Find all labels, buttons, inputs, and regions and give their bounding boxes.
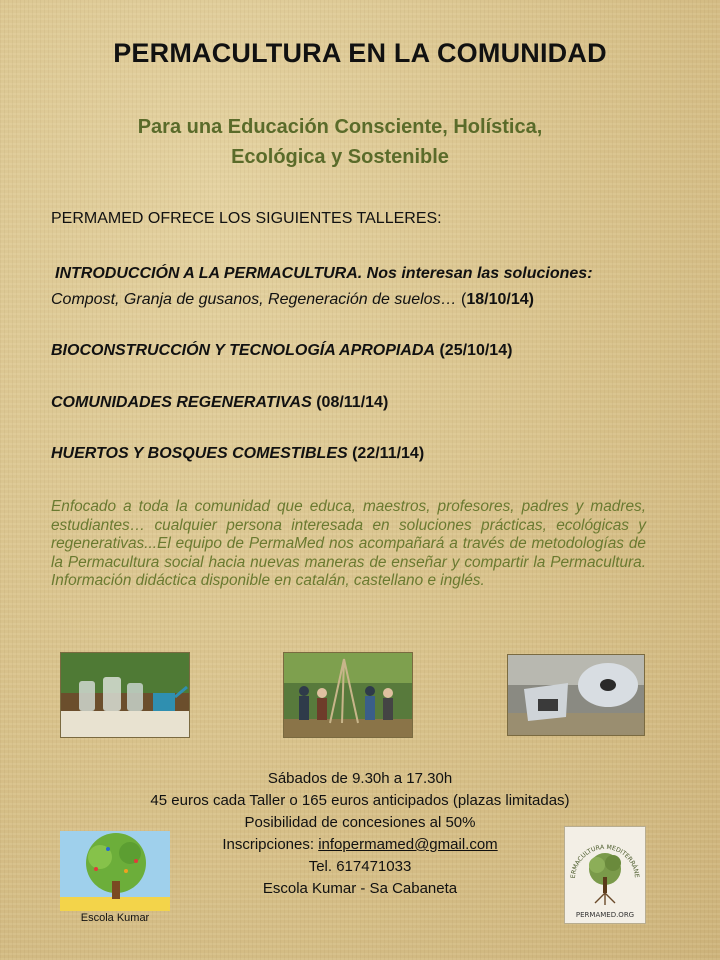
permamed-tree-logo [565, 827, 645, 923]
workshop-4 [51, 443, 671, 465]
permamed-url: PERMAMED.ORG [575, 911, 635, 919]
kumar-tree-logo [60, 831, 170, 911]
photo-garden-bottles [60, 652, 190, 738]
workshop-3-date: (08/11/14) [311, 394, 389, 411]
schedule-phone: Tel. 617471033 [308, 858, 412, 875]
registration-email-link[interactable]: infopermamed@gmail.com [318, 836, 498, 853]
photo-workshop-group-image [284, 653, 412, 737]
escola-kumar-caption: Escola Kumar [80, 912, 150, 924]
workshop-4-title: HUERTOS Y BOSQUES COMESTIBLES [51, 445, 348, 462]
photo-garden-bottles-image [61, 653, 189, 737]
subtitle-line-1: Para una Educación Consciente, Holística, [137, 116, 543, 138]
workshop-1-date: 18/10/14) [466, 291, 534, 308]
intro-text: PERMAMED OFRECE LOS SIGUIENTES TALLERES: [51, 210, 442, 227]
description-paragraph: Enfocado a toda la comunidad que educa, maestros, profesores, padres y madres, estudiantes… cualquier persona interesada en soluciones prácticas, ecológicas y regenerativas...El equipo de PermaMed nos acompañará a través de metodologías de la Permacultura social hacia nuevas maneras de enseñar y compartir la Permacultura. Información didáctica disponible en catalán, castellano e inglés. [51, 498, 646, 590]
permamed-arc-text: ERMACULTURA MEDITERRÁNE [569, 843, 641, 879]
workshop-1-date-prefix: ( [456, 291, 467, 308]
schedule-discount: Posibilidad de concesiones al 50% [244, 814, 476, 831]
workshop-2-date: (25/10/14) [435, 342, 513, 359]
workshop-1-detail: Compost, Granja de gusanos, Regeneración de suelos… [51, 291, 457, 308]
workshop-4-date: (22/11/14) [347, 445, 425, 462]
workshop-2 [51, 340, 671, 362]
workshop-1-detail-line [51, 289, 671, 311]
page-title: PERMACULTURA EN LA COMUNIDAD [113, 38, 607, 68]
subtitle-line-2: Ecológica y Sostenible [231, 146, 449, 168]
workshop-3-title: COMUNIDADES REGENERATIVAS [51, 394, 312, 411]
permamed-logo [564, 826, 646, 924]
photo-solar-cookers-image [508, 655, 644, 735]
photo-workshop-group [283, 652, 413, 738]
page-subtitle [60, 112, 620, 172]
schedule-location: Escola Kumar - Sa Cabaneta [262, 880, 458, 897]
workshop-3 [51, 392, 671, 414]
registration-label: Inscripciones: [222, 836, 319, 853]
schedule-days: Sábados de 9.30h a 17.30h [267, 770, 453, 787]
schedule-price: 45 euros cada Taller o 165 euros anticipados (plazas limitadas) [150, 792, 570, 809]
escola-kumar-logo [60, 831, 170, 911]
workshop-1-title: INTRODUCCIÓN A LA PERMACULTURA. Nos interesan las soluciones: [55, 265, 593, 282]
photo-solar-cookers [507, 654, 645, 736]
workshop-2-title: BIOCONSTRUCCIÓN Y TECNOLOGÍA APROPIADA [51, 342, 436, 359]
